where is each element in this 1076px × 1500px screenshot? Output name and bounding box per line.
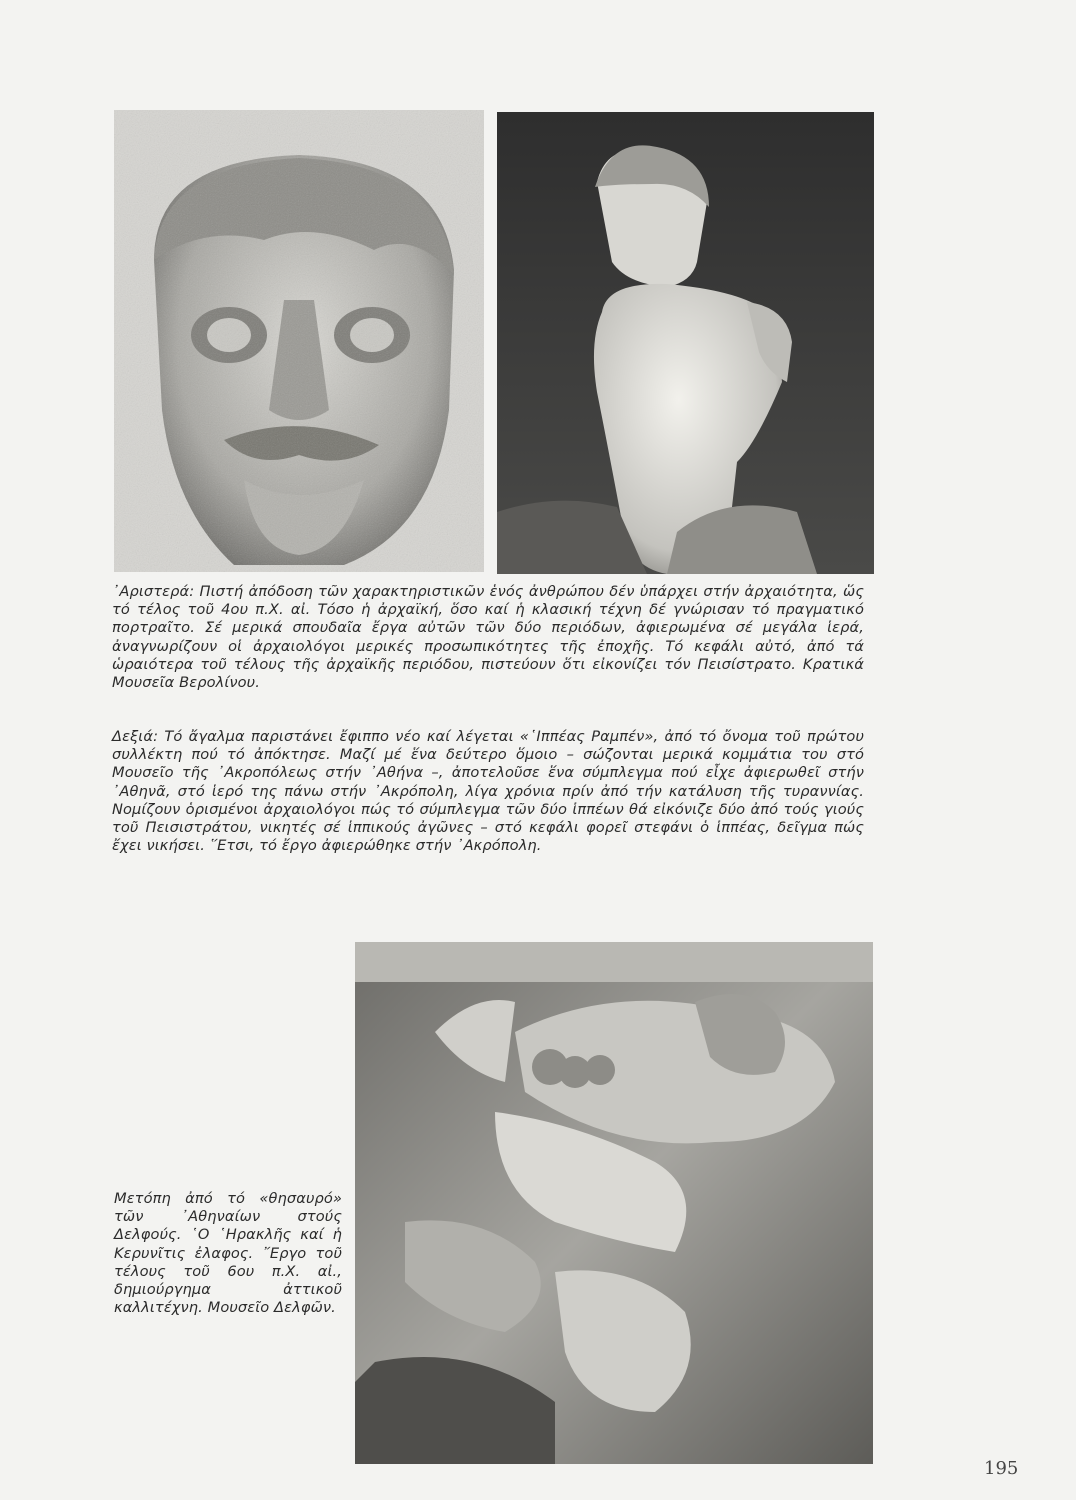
photo-archaic-head: [114, 110, 484, 572]
page-number: 195: [984, 1458, 1019, 1479]
caption-head-portrait: ᾿Αριστερά: Πιστή ἀπόδοση τῶν χαρακτηριστικῶν ἑνός ἀνθρώπου δέν ὑπάρχει στήν ἀρχαιότητα, ὥς τό τέλος τοῦ 4ου π.Χ. αἰ. Τόσο ἡ ἀρχαϊκή, ὅσο καί ἡ κλασική τέχνη δέ γνώρισαν τό πραγματικό πορτραῖτο. Σέ μερικά σπουδαῖα ἔργα αὐτῶν τῶν δύο περιόδων, ἀφιερωμένα σέ μεγάλα ἱερά, ἀναγνωρίζουν οἱ ἀρχαιολόγοι μερικές προσωπικότητες τῆς ἐποχῆς. Τό κεφάλι αὐτό, ἀπό τά ὡραιότερα τοῦ τέλους τῆς ἀρχαϊκῆς περιόδου, πιστεύουν ὅτι εἰκονίζει τόν Πεισίστρατο. Κρατικά Μουσεῖα Βερολίνου.: [112, 583, 864, 692]
photo-rampin-horseman: [497, 112, 874, 574]
caption-delphi-metope: Μετόπη ἀπό τό «θησαυρό» τῶν ᾿Αθηναίων στούς Δελφούς. ῾Ο ῾Ηρακλῆς καί ἡ Κερυνῖτις ἐλαφος. ῎Εργο τοῦ τέλους τοῦ 6ου π.Χ. αἰ., δημιούργημα ἀττικοῦ καλλιτέχνη. Μουσεῖο Δελφῶν.: [114, 1190, 342, 1317]
photo-delphi-metope: [355, 942, 873, 1464]
caption-rampin-horseman: Δεξιά: Τό ἄγαλμα παριστάνει ἔφιππο νέο καί λέγεται «῾Ιππέας Ραμπέν», ἀπό τό ὄνομα τοῦ πρώτου συλλέκτη πού τό ἀπόκτησε. Μαζί μέ ἕνα δεύτερο ὅμοιο – σώζονται μερικά κομμάτια του στό Μουσεῖο τῆς ᾿Ακροπόλεως στήν ᾿Αθήνα –, ἀποτελοῦσε ἕνα σύμπλεγμα πού εἶχε ἀφιερωθεῖ στήν ᾿Αθηνᾶ, στό ἱερό της πάνω στήν ᾿Ακρόπολη, λίγα χρόνια πρίν ἀπό τήν κατάλυση τῆς τυραννίας. Νομίζουν ὁρισμένοι ἀρχαιολόγοι πώς τό σύμπλεγμα τῶν δύο ἱππέων θά εἰκόνιζε δύο ἀπό τούς γιούς τοῦ Πεισιστράτου, νικητές σέ ἱππικούς ἀγῶνες – στό κεφάλι φορεῖ στεφάνι ὁ ἱππέας, δεῖγμα πώς ἔχει νικήσει. ῞Ετσι, τό ἔργο ἀφιερώθηκε στήν ᾿Ακρόπολη.: [112, 728, 864, 855]
